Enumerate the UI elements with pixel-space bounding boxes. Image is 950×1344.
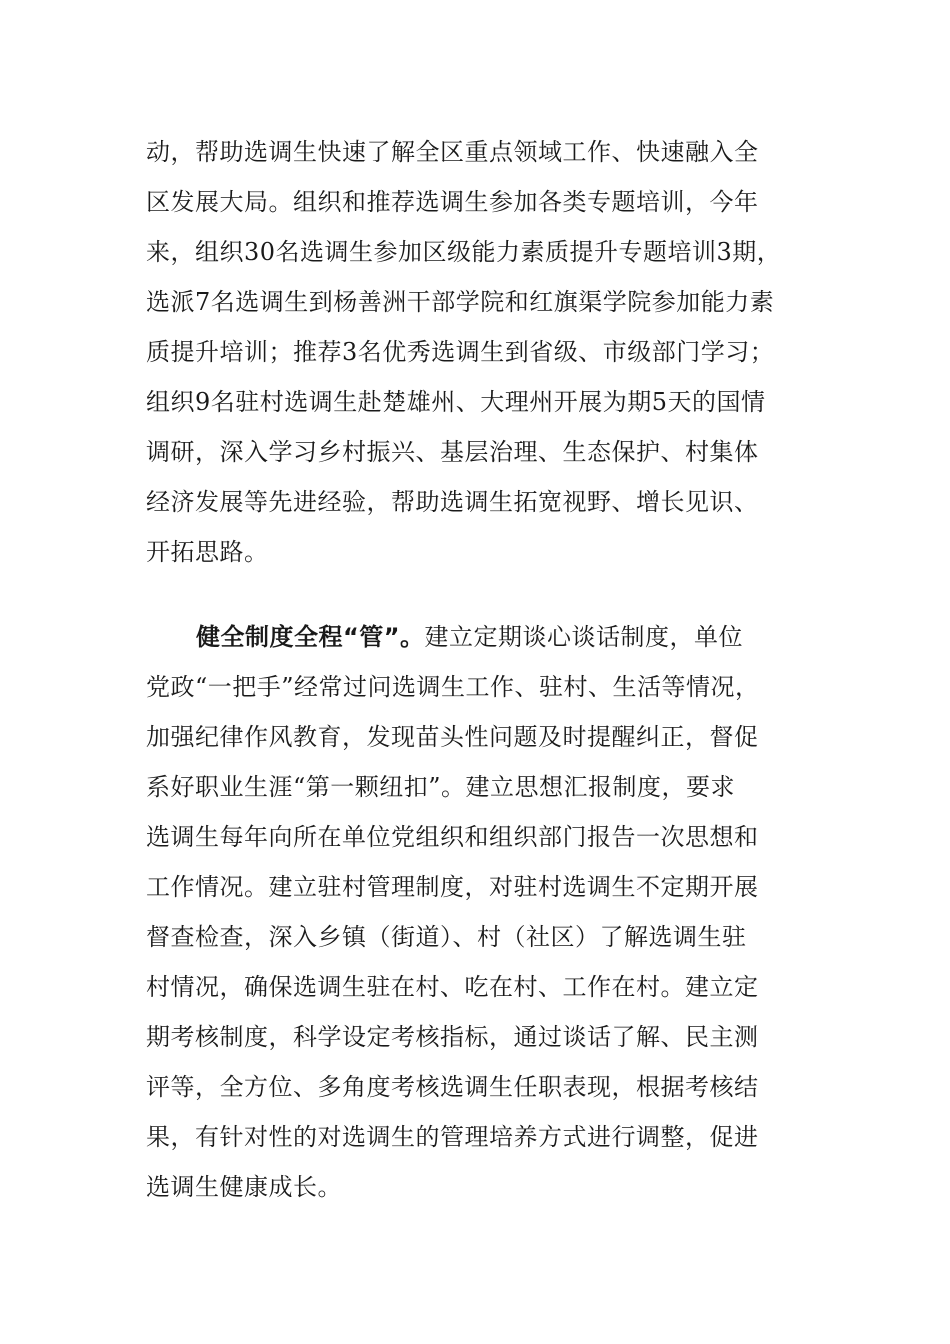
text-line: 期考核制度，科学设定考核指标，通过谈话了解、民主测	[146, 1023, 759, 1051]
text-line: 选调生健康成长。	[146, 1173, 342, 1201]
text-line: 调研，深入学习乡村振兴、基层治理、生态保护、村集体	[146, 438, 759, 466]
paragraph-heading: 健全制度全程“管”。	[196, 623, 425, 651]
text-line: 村情况，确保选调生驻在村、吃在村、工作在村。建立定	[146, 973, 759, 1001]
text-line: 开拓思路。	[146, 538, 269, 566]
text-line: 区发展大局。组织和推荐选调生参加各类专题培训，今年	[146, 188, 759, 216]
text-line: 果，有针对性的对选调生的管理培养方式进行调整，促进	[146, 1123, 759, 1151]
text-line: 组织9名驻村选调生赴楚雄州、大理州开展为期5天的国情	[146, 388, 766, 416]
text-line: 质提升培训；推荐3名优秀选调生到省级、市级部门学习；	[146, 338, 775, 366]
text-line: 评等，全方位、多角度考核选调生任职表现，根据考核结	[146, 1073, 759, 1101]
text-line: 选调生每年向所在单位党组织和组织部门报告一次思想和	[146, 823, 759, 851]
text-line: 动，帮助选调生快速了解全区重点领域工作、快速融入全	[146, 138, 759, 166]
text-line: 选派7名选调生到杨善洲干部学院和红旗渠学院参加能力素	[146, 288, 775, 316]
text-line-first	[146, 612, 816, 662]
paragraph-management	[146, 612, 816, 1212]
text-line: 党政“一把手”经常过问选调生工作、驻村、生活等情况，	[146, 673, 760, 701]
text-line: 来，组织30名选调生参加区级能力素质提升专题培训3期，	[146, 238, 782, 266]
text-line: 工作情况。建立驻村管理制度，对驻村选调生不定期开展	[146, 873, 759, 901]
heading-continuation: 建立定期谈心谈话制度，单位	[424, 623, 744, 651]
text-line: 加强纪律作风教育，发现苗头性问题及时提醒纠正，督促	[146, 723, 759, 751]
text-line: 系好职业生涯“第一颗纽扣”。建立思想汇报制度，要求	[146, 773, 736, 801]
text-line: 经济发展等先进经验，帮助选调生拓宽视野、增长见识、	[146, 488, 759, 516]
text-line: 督查检查，深入乡镇（街道）、村（社区）了解选调生驻	[146, 923, 747, 951]
paragraph-training	[146, 127, 816, 577]
